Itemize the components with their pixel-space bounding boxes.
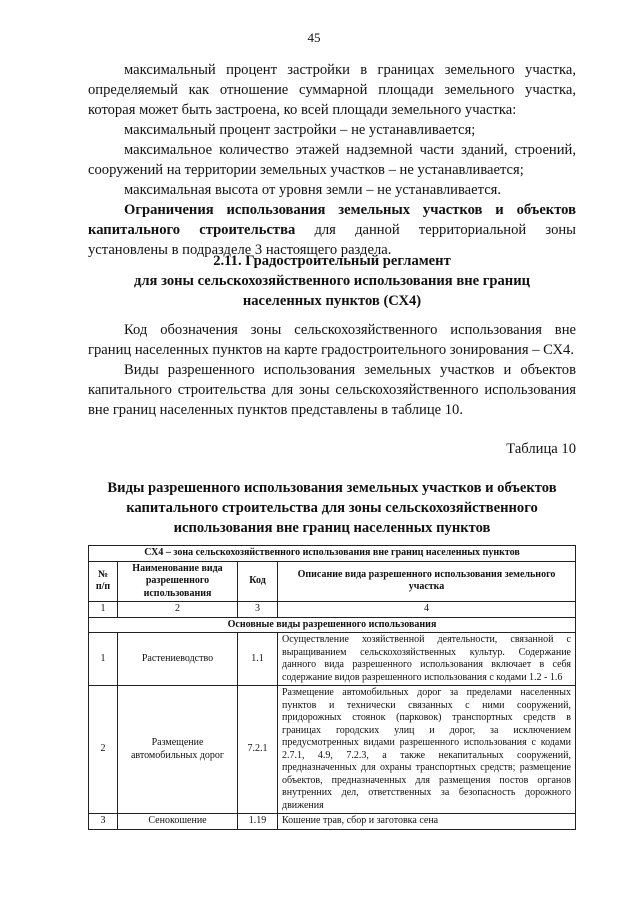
- col-number: 1: [89, 602, 118, 618]
- row-code: 1.19: [238, 814, 278, 830]
- uses-table: [88, 545, 576, 830]
- top-text-block: [88, 60, 576, 260]
- paragraph-max-build-percent: максимальный процент застройки в границах земельного участка, определяемый как отношение суммарной площади земельного участка, которая может быть застроена, ко всей площади земельного участка:: [88, 62, 576, 118]
- page-number: 45: [307, 30, 321, 45]
- paragraph-build-percent: максимальный процент застройки – не устанавливается;: [124, 122, 476, 138]
- row-name: Сенокошение: [118, 814, 238, 830]
- paragraph-zone-code: Код обозначения зоны сельскохозяйственного использования вне границ населенных пунктов на карте градостроительного зонирования – СХ4.: [88, 322, 576, 358]
- restrictions-rest: для данной территориальной зоны установлены в подразделе 3 настоящего раздела.: [88, 222, 576, 258]
- col-header-code: Код: [238, 561, 278, 602]
- table-label: Таблица 10: [506, 441, 576, 457]
- col-number: 2: [118, 602, 238, 618]
- col-header-name: Наименование вида разрешенного использования: [118, 561, 238, 602]
- row-code: 7.2.1: [238, 686, 278, 814]
- col-header-num: № п/п: [89, 561, 118, 602]
- table-title-line3: использования вне границ населенных пунктов: [173, 520, 491, 536]
- row-desc: Кошение трав, сбор и заготовка сена: [278, 814, 576, 830]
- section-body: [88, 320, 576, 420]
- col-number: 3: [238, 602, 278, 618]
- row-num: 1: [89, 633, 118, 686]
- table-row: [89, 633, 576, 686]
- row-num: 3: [89, 814, 118, 830]
- table-row: [89, 686, 576, 814]
- paragraph-floors: максимальное количество этажей надземной части зданий, строений, сооружений на территории земельных участков – не устанавливается;: [88, 142, 576, 178]
- row-num: 2: [89, 686, 118, 814]
- col-header-desc: Описание вида разрешенного использования земельного участка: [278, 561, 576, 602]
- table-group-header: Основные виды разрешенного использования: [89, 617, 576, 633]
- section-heading: [88, 251, 576, 311]
- paragraph-zone-uses: Виды разрешенного использования земельных участков и объектов капитального строительства для зоны сельскохозяйственного использования вне границ населенных пунктов представлены в таблице 10.: [88, 362, 576, 418]
- section-heading-line3: населенных пунктов (СХ4): [242, 293, 422, 309]
- table-zone-header: СХ4 – зона сельскохозяйственного использования вне границ населенных пунктов: [89, 546, 576, 562]
- table-title-line2: капитального строительства для зоны сельскохозяйственного: [126, 500, 538, 516]
- row-name: Размещение автомобильных дорог: [118, 686, 238, 814]
- table-row: [89, 814, 576, 830]
- row-code: 1.1: [238, 633, 278, 686]
- row-desc: Размещение автомобильных дорог за пределами населенных пунктов и технически связанных с ними сооружений, придорожных стоянок (парковок) транспортных средств в границах городских улиц и дорог, за исключением предусмотренных видами разрешенного использования с кодами 2.7.1, 4.9, 7.2.3, а также некапитальных сооружений, предназначенных для охраны транспортных средств; размещение объектов, предназначенных для размещения постов органов внутренних дел, ответственных за безопасность дорожного движения: [278, 686, 576, 814]
- restrictions-bold: Ограничения использования земельных участков и объектов капитального строительства: [88, 202, 576, 238]
- table-title: [88, 478, 576, 538]
- row-desc: Осуществление хозяйственной деятельности, связанной с выращиванием сельскохозяйственных культур. Содержание данного вида разрешенного использования включает в себя содержание видов разрешенного использования с кодами 1.2 - 1.6: [278, 633, 576, 686]
- section-heading-line1: 2.11. Градостроительный регламент: [213, 253, 451, 269]
- paragraph-height: максимальная высота от уровня земли – не устанавливается.: [124, 182, 502, 198]
- section-heading-line2: для зоны сельскохозяйственного использования вне границ: [133, 273, 531, 289]
- col-number: 4: [278, 602, 576, 618]
- row-name: Растениеводство: [118, 633, 238, 686]
- table-title-line1: Виды разрешенного использования земельных участков и объектов: [107, 480, 557, 496]
